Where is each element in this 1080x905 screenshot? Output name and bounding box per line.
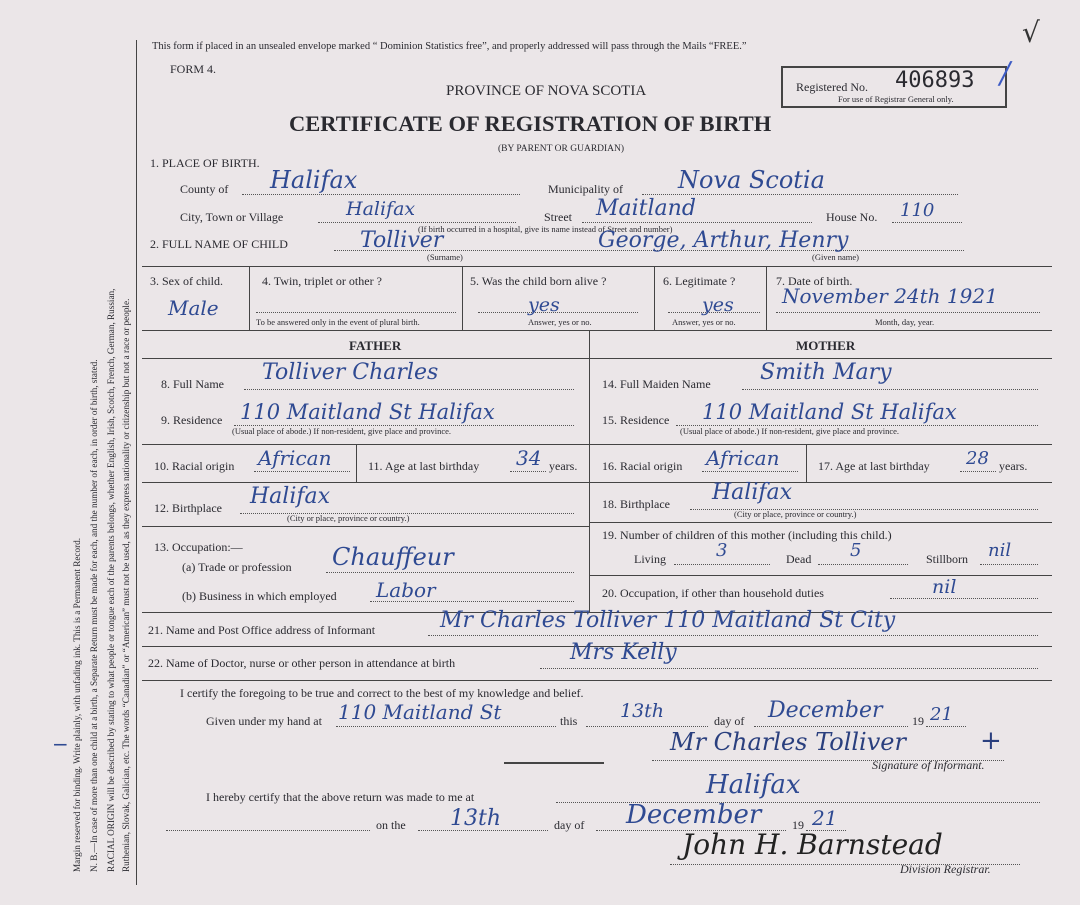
top-notice: This form if placed in an unsealed envelope marked “ Dominion Statistics free”, and properly addressed will pass through the Mails “FREE.”: [152, 41, 747, 52]
dob-value: November 24th 1921: [782, 284, 998, 308]
side-note-4: Ruthenian, Slovak, Galician, etc. The words “Canadian” or “American” must not be used, as they express nationality or citizenship but not a race or people.: [121, 298, 131, 872]
father-age-label: 11. Age at last birthday: [368, 459, 480, 473]
registrar-year: 21: [812, 806, 838, 830]
hospital-note: (If birth occurred in a hospital, give its name instead of Street and number): [418, 224, 673, 234]
margin-mark: −: [52, 732, 69, 756]
dob-note: Month, day, year.: [875, 317, 935, 327]
city-value: Halifax: [346, 198, 416, 220]
side-note-1: Margin reserved for binding. Write plainly, with unfading ink. This is a Permanent Record.: [72, 537, 82, 872]
mother-race: African: [706, 446, 780, 470]
father-birthplace: Halifax: [250, 484, 331, 509]
doctor-value: Mrs Kelly: [570, 640, 677, 665]
father-res-note: (Usual place of abode.) If non-resident, give place and province.: [232, 426, 452, 436]
checkmark: √: [1022, 16, 1040, 49]
alive-label: 5. Was the child born alive ?: [470, 274, 607, 288]
surname-note: (Surname): [427, 252, 463, 262]
side-note-3: RACIAL ORIGIN will be described by stating to what people or tongue each of the parents belongs, whether English, Irish, Scotch, French, German, Russian,: [106, 288, 116, 872]
informant-signature: Mr Charles Tolliver: [670, 728, 906, 756]
father-years: years.: [549, 459, 578, 473]
mother-birthplace: Halifax: [712, 480, 793, 505]
father-bp-note: (City or place, province or country.): [287, 513, 410, 523]
municipality-value: Nova Scotia: [678, 166, 825, 194]
father-res-label: 9. Residence: [161, 413, 223, 427]
mother-name: Smith Mary: [760, 360, 892, 385]
municipality-label: Municipality of: [548, 182, 623, 196]
registrar-year-prefix: 19: [792, 818, 804, 832]
father-race: African: [258, 446, 332, 470]
business-label: (b) Business in which employed: [182, 589, 337, 603]
margin-rule: [136, 40, 137, 885]
house-value: 110: [900, 200, 935, 221]
registrar-dayof-label: day of: [554, 818, 585, 832]
father-business: Labor: [376, 578, 436, 602]
certify-month: December: [768, 698, 883, 723]
place-heading: 1. PLACE OF BIRTH.: [150, 156, 260, 170]
children-count-label: 19. Number of children of this mother (including this child.): [602, 528, 892, 542]
father-age: 34: [516, 446, 542, 470]
informant-value: Mr Charles Tolliver 110 Maitland St City: [440, 608, 896, 633]
city-label: City, Town or Village: [180, 210, 284, 224]
dead-label: Dead: [786, 552, 812, 566]
mother-years: years.: [999, 459, 1028, 473]
this-label: this: [560, 714, 578, 728]
legitimate-label: 6. Legitimate ?: [663, 274, 736, 288]
page-title: CERTIFICATE OF REGISTRATION OF BIRTH: [289, 111, 772, 136]
side-note-2: N. B.—In case of more than one child at a birth, a Separate Return must be made for each, and the number of each, in order of birth, stated.: [89, 359, 99, 872]
mother-occupation: nil: [932, 576, 957, 598]
registrar-month: December: [626, 800, 762, 830]
registered-number: 406893: [895, 68, 975, 93]
registrar-place: Halifax: [706, 770, 801, 800]
given-note: (Given name): [812, 252, 859, 262]
certify-dayof-label: day of: [714, 714, 745, 728]
dob-label: 7. Date of birth.: [776, 274, 853, 288]
stillborn-value: nil: [988, 540, 1012, 561]
father-occupation-label: 13. Occupation:—: [154, 540, 243, 554]
registrar-pencil-mark: ∕: [1000, 56, 1011, 91]
doctor-label: 22. Name of Doctor, nurse or other person in attendance at birth: [148, 656, 456, 670]
certify-statement: I certify the foregoing to be true and correct to the best of my knowledge and belief.: [180, 686, 584, 700]
living-label: Living: [634, 552, 666, 566]
house-label: House No.: [826, 210, 878, 224]
father-residence: 110 Maitland St Halifax: [240, 400, 495, 424]
legitimate-note: Answer, yes or no.: [672, 317, 736, 327]
twin-note: To be answered only in the event of plural birth.: [256, 317, 420, 327]
form-number: FORM 4.: [170, 62, 217, 76]
mother-res-label: 15. Residence: [602, 413, 670, 427]
province-heading: PROVINCE OF NOVA SCOTIA: [446, 83, 647, 99]
registered-label: Registered No.: [796, 80, 868, 94]
division-registrar-label: Division Registrar.: [900, 862, 991, 876]
trade-label: (a) Trade or profession: [182, 560, 292, 574]
mother-age: 28: [966, 448, 989, 469]
child-given-names: George, Arthur, Henry: [598, 228, 849, 253]
stillborn-label: Stillborn: [926, 552, 969, 566]
given-label: Given under my hand at: [206, 714, 322, 728]
street-label: Street: [544, 210, 572, 224]
registrar-statement: I hereby certify that the above return was made to me at: [206, 790, 475, 804]
mother-res-note: (Usual place of abode.) If non-resident, give place and province.: [680, 426, 900, 436]
living-value: 3: [716, 540, 728, 561]
alive-note: Answer, yes or no.: [528, 317, 592, 327]
on-the-label: on the: [376, 818, 406, 832]
registrar-signature: John H. Barnstead: [682, 828, 943, 861]
sex-value: Male: [168, 296, 219, 320]
county-label: County of: [180, 182, 229, 196]
father-name-label: 8. Full Name: [161, 377, 224, 391]
mother-heading: MOTHER: [796, 338, 856, 353]
alive-value: yes: [528, 294, 560, 316]
certify-day: 13th: [620, 700, 665, 722]
dead-value: 5: [850, 540, 862, 561]
signature-of-informant-label: Signature of Informant.: [872, 758, 985, 772]
mother-residence: 110 Maitland St Halifax: [702, 400, 957, 424]
mother-age-label: 17. Age at last birthday: [818, 459, 930, 473]
father-birthplace-label: 12. Birthplace: [154, 501, 222, 515]
mother-name-label: 14. Full Maiden Name: [602, 377, 711, 391]
certify-year: 21: [930, 704, 953, 725]
child-name-label: 2. FULL NAME OF CHILD: [150, 237, 288, 251]
page-subtitle: (BY PARENT OR GUARDIAN): [498, 144, 625, 154]
street-value: Maitland: [596, 196, 696, 221]
informant-label: 21. Name and Post Office address of Informant: [148, 623, 376, 637]
given-at-value: 110 Maitland St: [338, 700, 502, 724]
mother-race-label: 16. Racial origin: [602, 459, 683, 473]
father-race-label: 10. Racial origin: [154, 459, 235, 473]
mother-bp-note: (City or place, province or country.): [734, 509, 857, 519]
father-trade: Chauffeur: [332, 543, 454, 571]
father-name: Tolliver Charles: [262, 360, 439, 385]
child-surname: Tolliver: [360, 228, 444, 253]
mother-occupation-label: 20. Occupation, if other than household duties: [602, 586, 824, 600]
legitimate-value: yes: [702, 294, 734, 316]
registered-note: For use of Registrar General only.: [838, 94, 954, 104]
certify-year-prefix: 19: [912, 714, 924, 728]
informant-signature-cross: +: [980, 726, 1002, 756]
mother-birthplace-label: 18. Birthplace: [602, 497, 670, 511]
registrar-day: 13th: [450, 806, 502, 831]
county-value: Halifax: [270, 166, 358, 194]
twin-label: 4. Twin, triplet or other ?: [262, 274, 382, 288]
father-heading: FATHER: [349, 338, 402, 353]
sex-label: 3. Sex of child.: [150, 274, 223, 288]
